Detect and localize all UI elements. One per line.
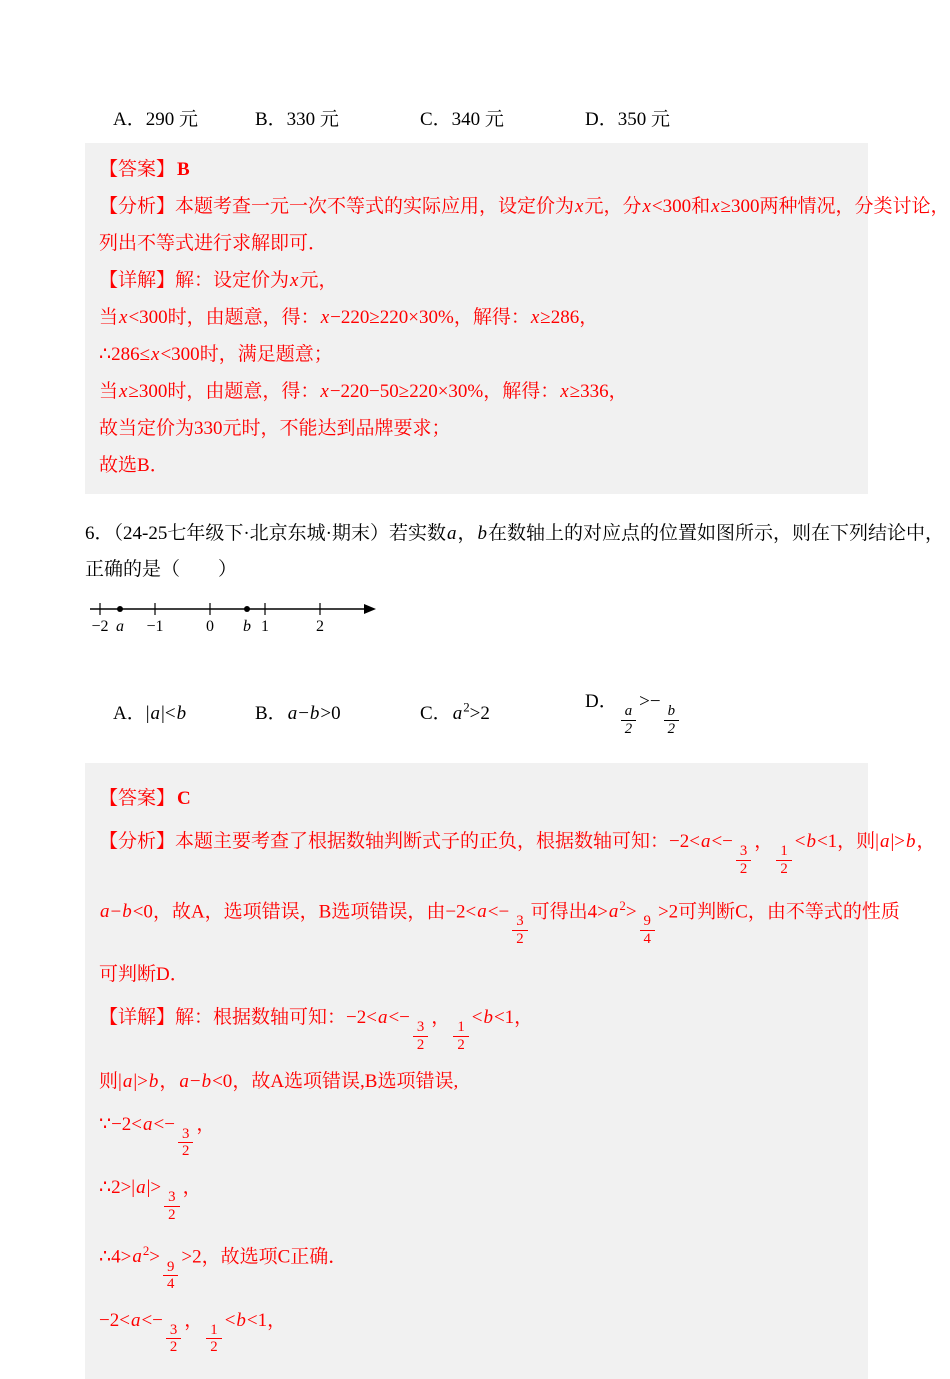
- math-variable: a: [130, 1309, 141, 1331]
- math-variable: x: [560, 381, 569, 402]
- math-expression: −: [189, 1070, 201, 1092]
- math-expression: <300: [128, 307, 168, 328]
- text-run: 时，由题意，得：: [167, 307, 320, 328]
- math-expression: −2<: [445, 900, 477, 922]
- fraction-denominator: 4: [166, 1276, 175, 1293]
- q5-detail-line-5: [99, 410, 854, 447]
- math-variable: b: [122, 900, 132, 922]
- fraction-numerator: 3: [178, 1126, 193, 1144]
- fraction: [640, 913, 655, 947]
- fraction-numerator: 3: [166, 1322, 181, 1340]
- math-expression: <300: [160, 344, 200, 365]
- math-expression: −2<: [669, 831, 700, 853]
- math-variable: x: [290, 270, 299, 291]
- text-run: ，故选项C正确．: [201, 1246, 348, 1268]
- text-run: ，则: [837, 831, 876, 853]
- fraction-numerator: 1: [206, 1322, 221, 1340]
- q6-detail-line-4: [99, 1173, 854, 1223]
- fraction-numerator: 3: [512, 913, 527, 931]
- fraction-numerator: a: [621, 703, 636, 721]
- math-expression: |<: [161, 703, 176, 725]
- label-one: 1: [261, 618, 269, 635]
- text-run: ，故A选项错误,B选项错误,: [232, 1070, 459, 1092]
- fraction-denominator: 4: [643, 930, 651, 947]
- math-variable: b: [176, 703, 187, 725]
- math-expression: |>: [890, 831, 906, 853]
- fraction: [206, 1322, 221, 1356]
- math-variable: a: [132, 1246, 142, 1268]
- text-run: C．: [420, 703, 452, 725]
- math-variable: a: [377, 1007, 388, 1029]
- math-variable: a: [477, 900, 487, 922]
- math-expression: −2<: [111, 1113, 143, 1135]
- math-variable: b: [236, 1309, 246, 1331]
- text-run: ，: [514, 1007, 534, 1029]
- fraction: [163, 1259, 178, 1293]
- fraction-numerator: 1: [776, 843, 791, 861]
- text-run: 【详解】解：设定价为: [99, 270, 290, 291]
- label-b: b: [243, 618, 251, 635]
- q6-stem: [85, 516, 945, 588]
- text-run: 可得出: [530, 900, 588, 922]
- fraction-denominator: 2: [210, 1339, 218, 1356]
- math-variable: a: [287, 703, 298, 725]
- text-run: ，: [457, 523, 477, 544]
- math-expression: 330: [194, 418, 223, 439]
- math-expression: >0: [320, 703, 341, 725]
- math-expression: 4>: [111, 1246, 132, 1268]
- math-variable: b: [201, 1070, 212, 1092]
- q6-stem-line-2: 正确的是（ ）: [85, 559, 238, 580]
- math-variable: a: [100, 900, 110, 922]
- math-expression: −220≥220×30%: [330, 307, 454, 328]
- fraction-denominator: 2: [457, 1036, 465, 1053]
- math-expression: <1: [246, 1309, 268, 1331]
- text-run: 两种情况，分类讨论，: [759, 196, 950, 217]
- text-run: ，解得：: [483, 381, 560, 402]
- text-run: ，: [431, 1007, 451, 1029]
- math-expression: >2: [657, 900, 679, 922]
- text-run: 元，: [299, 270, 338, 291]
- math-variable: b: [906, 831, 916, 853]
- superscript: 2: [142, 1243, 150, 1259]
- q5-detail-line-4: [99, 373, 854, 410]
- text-run: 可判断D．: [99, 964, 189, 986]
- math-variable: a: [143, 1113, 153, 1135]
- text-run: 可判断C，由不等式的性质: [678, 900, 900, 922]
- fraction: [621, 703, 636, 737]
- q5-analysis-line-1: [99, 188, 950, 225]
- q6-answer-line: [99, 784, 854, 814]
- q5-conclusion-line: [99, 447, 854, 484]
- math-expression: −220−50≥220×30%: [329, 381, 484, 402]
- text-run: ，故A，选项错误，B选项错误，由: [152, 900, 446, 922]
- superscript: 2: [463, 699, 470, 715]
- math-expression: <1: [816, 831, 838, 853]
- math-variable: x: [320, 307, 330, 328]
- fraction-denominator: 2: [416, 1036, 425, 1053]
- fraction-denominator: 2: [516, 930, 524, 947]
- fraction: [413, 1019, 428, 1053]
- text-run: ，解得：: [453, 307, 530, 328]
- fraction-denominator: 2: [780, 861, 788, 878]
- text-run: ，: [182, 1176, 202, 1198]
- text-run: 当: [99, 381, 119, 402]
- q6-analysis-line-3: [99, 960, 854, 990]
- text-run: 故当定价为: [99, 418, 195, 439]
- text-run: ∴: [99, 1246, 112, 1268]
- label-two: 2: [316, 618, 324, 635]
- fraction: [178, 1126, 193, 1160]
- fraction-denominator: 2: [624, 720, 633, 737]
- text-run: ，: [916, 831, 936, 853]
- text-run: ，: [579, 307, 599, 328]
- fraction-numerator: 3: [413, 1019, 428, 1037]
- q5-choice-a: A．290 元: [113, 109, 198, 130]
- label-minus1: −1: [146, 618, 164, 635]
- math-variable: a: [608, 900, 619, 922]
- math-expression: ≥336: [569, 381, 609, 402]
- q5-answer-box: [85, 143, 950, 494]
- answer-label: 【答案】: [99, 788, 176, 810]
- math-expression: <1: [493, 1007, 515, 1029]
- math-expression: |>: [146, 1176, 162, 1198]
- math-variable: x: [711, 196, 720, 217]
- math-expression: <300: [651, 196, 692, 217]
- math-variable: x: [320, 381, 329, 402]
- text-run: ，: [608, 381, 628, 402]
- q5-choice-d: D．350 元: [585, 109, 670, 130]
- math-expression: |>: [133, 1070, 148, 1092]
- q5-analysis-line-2: [99, 225, 854, 262]
- q5-detail-line-3: [99, 336, 854, 373]
- math-expression: −2<: [99, 1309, 130, 1331]
- text-run: ，: [159, 1070, 179, 1092]
- q6-analysis-line-2: [99, 891, 900, 948]
- text-run: 列出不等式进行求解即可．: [99, 233, 328, 254]
- q6-choice-c: [420, 698, 585, 725]
- math-expression: −: [298, 703, 309, 725]
- fraction-denominator: 2: [168, 1206, 176, 1223]
- q5-choice-c: C．340 元: [420, 109, 504, 130]
- math-variable: a: [446, 523, 457, 544]
- math-variable: x: [119, 307, 128, 328]
- math-expression: B: [137, 455, 150, 476]
- label-a: a: [116, 618, 124, 635]
- text-run: 时，由题意，得：: [167, 381, 320, 402]
- fraction-denominator: 2: [169, 1339, 178, 1356]
- q6-detail-line-1: [99, 1003, 854, 1053]
- math-variable: b: [148, 1070, 159, 1092]
- text-run: ．: [149, 455, 169, 476]
- text-run: ∵: [99, 1113, 112, 1135]
- answer-label: 【答案】: [99, 159, 176, 180]
- math-variable: b: [483, 1007, 493, 1029]
- fraction: [736, 843, 751, 877]
- math-expression: <0: [132, 900, 153, 922]
- answer-value: B: [177, 159, 190, 180]
- math-variable: a: [122, 1070, 133, 1092]
- fraction-numerator: 3: [164, 1189, 179, 1207]
- math-expression: >: [625, 900, 637, 922]
- math-expression: 2>|: [111, 1176, 136, 1198]
- q6-detail-line-5: [99, 1236, 854, 1293]
- math-expression: ≥286: [540, 307, 580, 328]
- text-run: 则: [99, 1070, 119, 1092]
- math-expression: |: [118, 1070, 122, 1092]
- q6-detail-line-3: [99, 1110, 854, 1160]
- label-zero: 0: [206, 618, 214, 635]
- math-expression: <−: [487, 900, 510, 922]
- math-variable: a: [136, 1176, 146, 1198]
- math-variable: x: [151, 344, 160, 365]
- math-variable: x: [530, 307, 540, 328]
- math-expression: 4>: [587, 900, 608, 922]
- fraction: [776, 843, 791, 877]
- text-run: ∴: [99, 1176, 112, 1198]
- fraction-numerator: 9: [640, 913, 655, 931]
- math-expression: ≥300: [720, 196, 760, 217]
- q6-answer-box: [85, 763, 936, 1379]
- math-expression: <−: [711, 831, 733, 853]
- text-run: ，: [754, 831, 774, 853]
- fraction-numerator: 3: [736, 843, 751, 861]
- fraction: [512, 913, 527, 947]
- fraction-numerator: 1: [453, 1019, 468, 1037]
- fraction: [166, 1322, 181, 1356]
- math-expression: |: [875, 831, 879, 853]
- text-run: 元时，不能达到品牌要求；: [222, 418, 451, 439]
- q6-choice-a: [113, 698, 255, 725]
- math-variable: a: [452, 703, 463, 725]
- math-variable: x: [575, 196, 584, 217]
- math-expression: ≥300: [128, 381, 168, 402]
- q6-choice-b: [255, 698, 420, 725]
- number-line-figure: [88, 598, 378, 636]
- q5-detail-line-1: [99, 262, 854, 299]
- fraction-numerator: 9: [163, 1259, 178, 1277]
- q5-choices-row: [85, 104, 868, 131]
- math-expression: <: [224, 1309, 236, 1331]
- math-expression: −2<: [346, 1007, 377, 1029]
- math-expression: <: [471, 1007, 483, 1029]
- math-expression: <: [794, 831, 806, 853]
- fraction-denominator: 2: [181, 1143, 190, 1160]
- math-variable: b: [477, 523, 487, 544]
- label-minus2: −2: [91, 618, 109, 635]
- math-expression: >2: [181, 1246, 202, 1268]
- q6-detail-line-6: [99, 1306, 854, 1356]
- math-expression: <−: [388, 1007, 410, 1029]
- math-variable: b: [309, 703, 320, 725]
- fraction: [453, 1019, 468, 1053]
- fraction: [664, 703, 679, 737]
- text-run: 【详解】解：根据数轴可知：: [99, 1007, 347, 1029]
- math-variable: x: [642, 196, 651, 217]
- point-a-dot: [117, 606, 123, 612]
- text-run: 和: [691, 196, 711, 217]
- text-run: A．: [113, 703, 146, 725]
- fraction: [164, 1189, 179, 1223]
- q6-detail-line-2: [99, 1067, 854, 1097]
- math-expression: −: [110, 900, 122, 922]
- q6-choice-d: [585, 686, 868, 737]
- q5-detail-line-2: [99, 299, 854, 336]
- math-expression: <−: [153, 1113, 175, 1135]
- q6-stem-line-1: [85, 516, 945, 552]
- q5-answer-line: [99, 151, 854, 188]
- text-run: 【分析】本题考查一元一次不等式的实际应用，设定价为: [99, 196, 575, 217]
- text-run: ，: [196, 1113, 216, 1135]
- text-run: D．: [585, 691, 618, 712]
- text-run: 在数轴上的对应点的位置如图所示，则在下列结论中，: [488, 523, 945, 544]
- text-run: ，: [184, 1309, 204, 1331]
- text-run: 时，满足题意；: [199, 344, 333, 365]
- math-expression: |: [145, 703, 150, 725]
- math-variable: b: [806, 831, 816, 853]
- text-run: 故选: [99, 455, 138, 476]
- q6-choices-row: [85, 686, 868, 737]
- math-expression: >: [149, 1246, 160, 1268]
- answer-value: C: [177, 788, 191, 810]
- math-variable: a: [700, 831, 711, 853]
- math-expression: <0: [212, 1070, 233, 1092]
- text-run: 【分析】本题主要考查了根据数轴判断式子的正负，根据数轴可知：: [99, 831, 670, 853]
- math-variable: x: [119, 381, 128, 402]
- text-run: 6．（24-25七年级下·北京东城·期末）若实数: [85, 523, 446, 544]
- superscript: 2: [619, 897, 626, 913]
- q5-choice-b: B．330 元: [255, 109, 339, 130]
- fraction-denominator: 2: [667, 720, 675, 737]
- text-run: 当: [99, 307, 119, 328]
- math-variable: a: [150, 703, 161, 725]
- point-b-dot: [244, 606, 250, 612]
- math-variable: a: [879, 831, 890, 853]
- number-line-arrow-icon: [364, 604, 376, 614]
- math-expression: >2: [469, 703, 490, 725]
- math-expression: <−: [141, 1309, 163, 1331]
- text-run: ∴: [99, 344, 112, 365]
- text-run: 元，分: [584, 196, 642, 217]
- fraction-denominator: 2: [739, 861, 748, 878]
- math-variable: a: [179, 1070, 189, 1092]
- q6-analysis-line-1: [99, 827, 936, 878]
- text-run: B．: [255, 703, 287, 725]
- math-expression: >−: [639, 691, 661, 712]
- text-run: ，: [267, 1309, 287, 1331]
- math-expression: 286≤: [111, 344, 151, 365]
- fraction-numerator: b: [664, 703, 679, 721]
